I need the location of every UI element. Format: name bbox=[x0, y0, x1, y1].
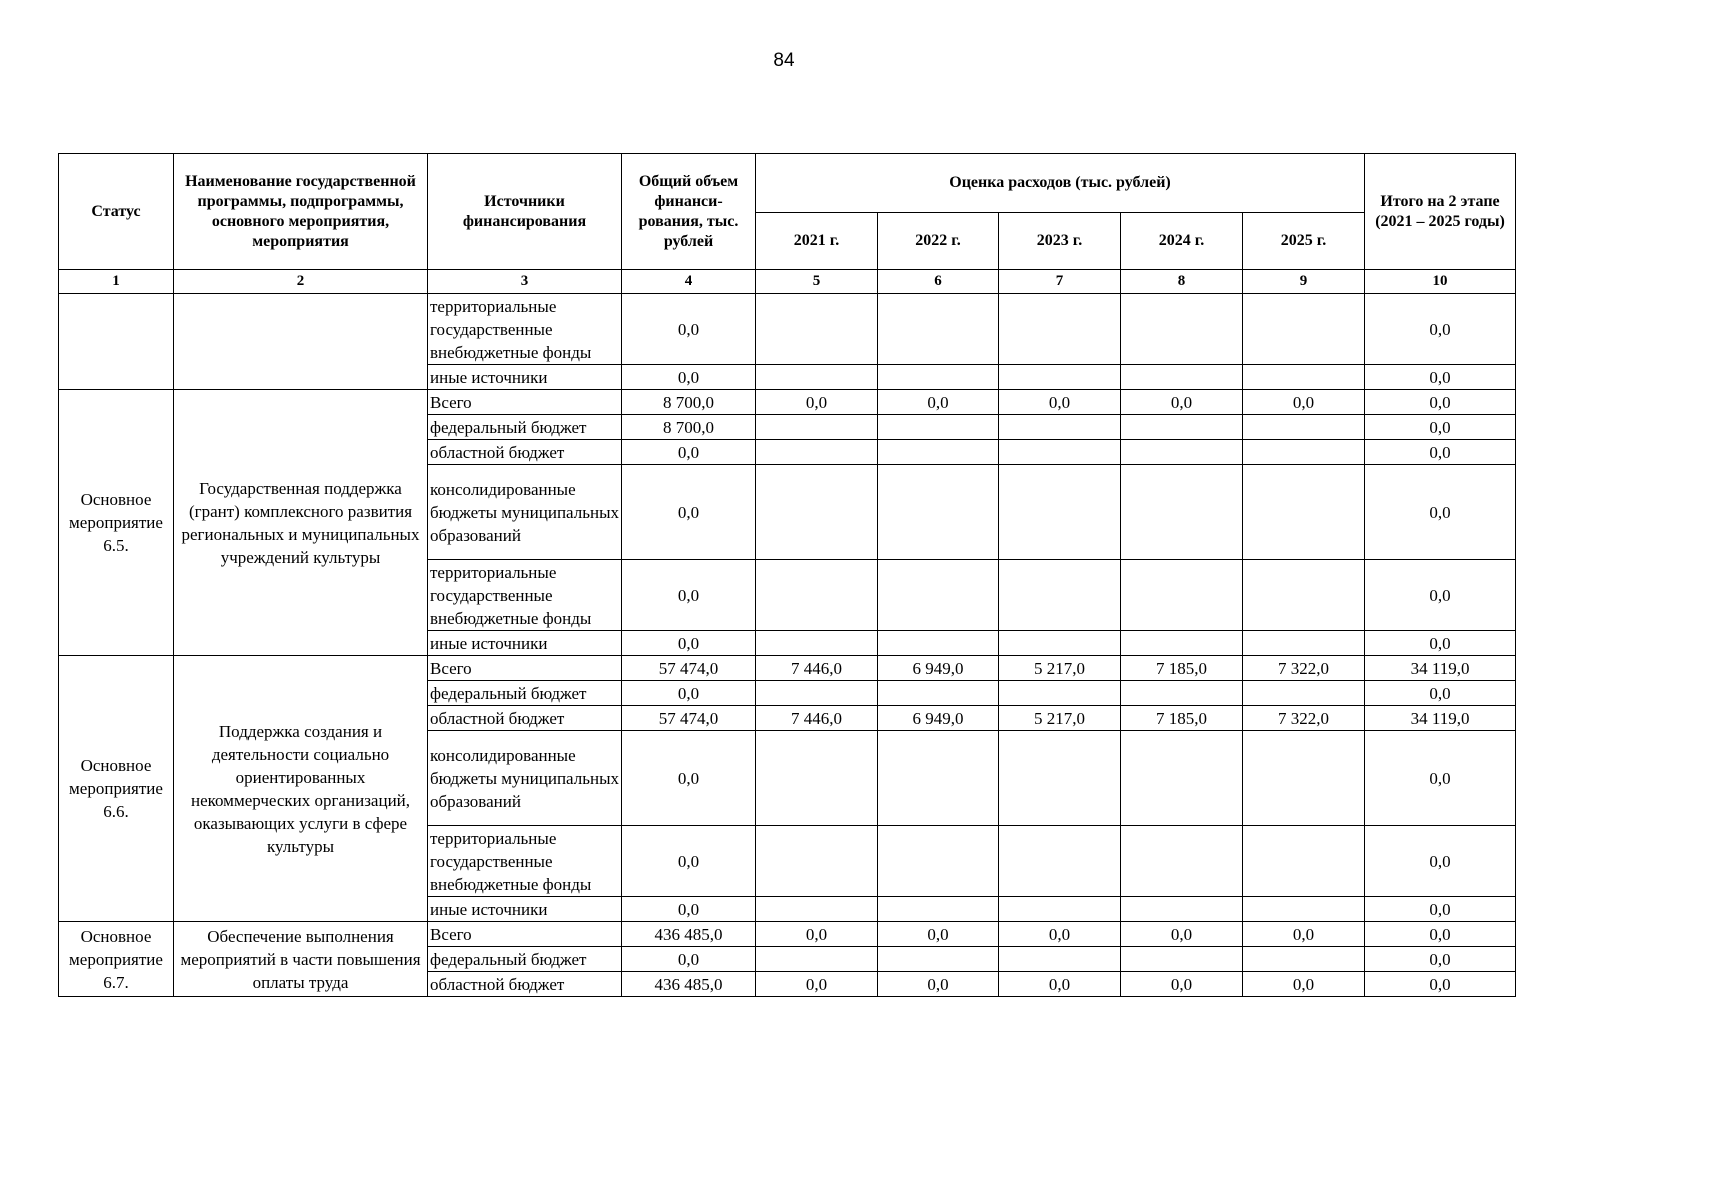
value-cell-y2025: 0,0 bbox=[1243, 972, 1365, 997]
column-number: 3 bbox=[428, 270, 622, 294]
value-cell-y2025 bbox=[1243, 947, 1365, 972]
source-cell: Всего bbox=[428, 390, 622, 415]
status-cell: Основное мероприятие 6.7. bbox=[59, 922, 174, 997]
value-cell-y2022: 0,0 bbox=[878, 390, 999, 415]
value-cell-y2021: 0,0 bbox=[756, 922, 878, 947]
value-cell-y2025: 0,0 bbox=[1243, 922, 1365, 947]
status-cell: Основное мероприятие 6.6. bbox=[59, 656, 174, 922]
value-cell-y2025 bbox=[1243, 415, 1365, 440]
source-cell: территориальные государственные внебюджетные фонды bbox=[428, 560, 622, 631]
table-row bbox=[59, 390, 1516, 415]
value-cell-y2024 bbox=[1121, 826, 1243, 897]
value-cell-total: 0,0 bbox=[622, 681, 756, 706]
value-cell-y2022 bbox=[878, 826, 999, 897]
value-cell-total: 8 700,0 bbox=[622, 415, 756, 440]
value-cell-total: 0,0 bbox=[622, 897, 756, 922]
value-cell-y2023 bbox=[999, 465, 1121, 560]
value-cell-y2025 bbox=[1243, 440, 1365, 465]
value-cell-y2024 bbox=[1121, 365, 1243, 390]
header-total: Общий объем финанси-рования, тыс. рублей bbox=[622, 154, 756, 270]
value-cell-stage: 0,0 bbox=[1365, 972, 1516, 997]
value-cell-y2021 bbox=[756, 897, 878, 922]
value-cell-y2025 bbox=[1243, 897, 1365, 922]
source-cell: областной бюджет bbox=[428, 440, 622, 465]
value-cell-y2022 bbox=[878, 947, 999, 972]
page-number: 84 bbox=[773, 50, 795, 71]
value-cell-y2021 bbox=[756, 826, 878, 897]
table-body bbox=[59, 294, 1516, 997]
value-cell-y2024 bbox=[1121, 681, 1243, 706]
header-estimate: Оценка расходов (тыс. рублей) bbox=[756, 154, 1365, 213]
value-cell-y2023 bbox=[999, 440, 1121, 465]
value-cell-y2023: 0,0 bbox=[999, 972, 1121, 997]
value-cell-stage: 34 119,0 bbox=[1365, 656, 1516, 681]
value-cell-y2024 bbox=[1121, 415, 1243, 440]
value-cell-y2023 bbox=[999, 415, 1121, 440]
column-number: 6 bbox=[878, 270, 999, 294]
column-number: 2 bbox=[174, 270, 428, 294]
header-name: Наименование государственной программы, подпрограммы, основного мероприятия, мероприятия bbox=[174, 154, 428, 270]
value-cell-y2024: 7 185,0 bbox=[1121, 706, 1243, 731]
header-status: Статус bbox=[59, 154, 174, 270]
value-cell-y2024 bbox=[1121, 947, 1243, 972]
value-cell-stage: 0,0 bbox=[1365, 947, 1516, 972]
value-cell-stage: 0,0 bbox=[1365, 465, 1516, 560]
status-cell bbox=[59, 294, 174, 390]
source-cell: консолидированные бюджеты муниципальных образований bbox=[428, 731, 622, 826]
value-cell-y2022 bbox=[878, 365, 999, 390]
value-cell-y2024 bbox=[1121, 631, 1243, 656]
value-cell-y2021 bbox=[756, 415, 878, 440]
value-cell-y2021 bbox=[756, 731, 878, 826]
value-cell-y2025 bbox=[1243, 365, 1365, 390]
value-cell-y2024 bbox=[1121, 440, 1243, 465]
value-cell-y2024: 7 185,0 bbox=[1121, 656, 1243, 681]
source-cell: федеральный бюджет bbox=[428, 947, 622, 972]
value-cell-y2023 bbox=[999, 826, 1121, 897]
table-row bbox=[59, 294, 1516, 365]
table-row bbox=[59, 656, 1516, 681]
source-cell: Всего bbox=[428, 922, 622, 947]
value-cell-stage: 0,0 bbox=[1365, 922, 1516, 947]
column-number: 4 bbox=[622, 270, 756, 294]
value-cell-total: 0,0 bbox=[622, 731, 756, 826]
value-cell-y2023 bbox=[999, 731, 1121, 826]
value-cell-y2024: 0,0 bbox=[1121, 922, 1243, 947]
value-cell-y2023 bbox=[999, 365, 1121, 390]
value-cell-y2022: 0,0 bbox=[878, 922, 999, 947]
value-cell-stage: 0,0 bbox=[1365, 897, 1516, 922]
value-cell-stage: 0,0 bbox=[1365, 365, 1516, 390]
value-cell-y2025 bbox=[1243, 826, 1365, 897]
value-cell-y2025: 7 322,0 bbox=[1243, 706, 1365, 731]
value-cell-y2024 bbox=[1121, 294, 1243, 365]
value-cell-y2025: 0,0 bbox=[1243, 390, 1365, 415]
value-cell-y2025 bbox=[1243, 681, 1365, 706]
value-cell-stage: 0,0 bbox=[1365, 631, 1516, 656]
value-cell-y2021 bbox=[756, 681, 878, 706]
value-cell-y2021: 7 446,0 bbox=[756, 656, 878, 681]
column-number: 5 bbox=[756, 270, 878, 294]
name-cell: Обеспечение выполнения мероприятий в части повышения оплаты труда bbox=[174, 922, 428, 997]
value-cell-y2025: 7 322,0 bbox=[1243, 656, 1365, 681]
value-cell-total: 0,0 bbox=[622, 631, 756, 656]
value-cell-y2022 bbox=[878, 465, 999, 560]
value-cell-y2023 bbox=[999, 947, 1121, 972]
value-cell-y2025 bbox=[1243, 465, 1365, 560]
header-year: 2024 г. bbox=[1121, 213, 1243, 270]
value-cell-y2021 bbox=[756, 465, 878, 560]
value-cell-y2023: 0,0 bbox=[999, 922, 1121, 947]
column-number: 1 bbox=[59, 270, 174, 294]
table-row bbox=[59, 922, 1516, 947]
value-cell-y2024 bbox=[1121, 897, 1243, 922]
header-source: Источники финансирования bbox=[428, 154, 622, 270]
source-cell: федеральный бюджет bbox=[428, 415, 622, 440]
name-cell: Поддержка создания и деятельности социально ориентированных некоммерческих организаций, оказывающих услуги в сфере культуры bbox=[174, 656, 428, 922]
source-cell: областной бюджет bbox=[428, 972, 622, 997]
value-cell-y2021 bbox=[756, 294, 878, 365]
budget-table bbox=[58, 153, 1516, 997]
value-cell-stage: 34 119,0 bbox=[1365, 706, 1516, 731]
value-cell-total: 0,0 bbox=[622, 294, 756, 365]
value-cell-total: 0,0 bbox=[622, 826, 756, 897]
value-cell-y2021: 0,0 bbox=[756, 972, 878, 997]
value-cell-stage: 0,0 bbox=[1365, 440, 1516, 465]
source-cell: иные источники bbox=[428, 631, 622, 656]
name-cell: Государственная поддержка (грант) комплексного развития региональных и муниципальных учреждений культуры bbox=[174, 390, 428, 656]
value-cell-total: 8 700,0 bbox=[622, 390, 756, 415]
header-stage-total: Итого на 2 этапе (2021 – 2025 годы) bbox=[1365, 154, 1516, 270]
column-number: 8 bbox=[1121, 270, 1243, 294]
column-number: 7 bbox=[999, 270, 1121, 294]
value-cell-y2021: 0,0 bbox=[756, 390, 878, 415]
value-cell-y2022 bbox=[878, 560, 999, 631]
value-cell-y2022 bbox=[878, 440, 999, 465]
value-cell-y2025 bbox=[1243, 294, 1365, 365]
value-cell-total: 0,0 bbox=[622, 560, 756, 631]
value-cell-y2021: 7 446,0 bbox=[756, 706, 878, 731]
value-cell-y2021 bbox=[756, 631, 878, 656]
value-cell-stage: 0,0 bbox=[1365, 294, 1516, 365]
value-cell-total: 0,0 bbox=[622, 947, 756, 972]
value-cell-y2024: 0,0 bbox=[1121, 390, 1243, 415]
value-cell-y2022 bbox=[878, 415, 999, 440]
value-cell-y2024 bbox=[1121, 560, 1243, 631]
value-cell-y2024 bbox=[1121, 465, 1243, 560]
value-cell-stage: 0,0 bbox=[1365, 415, 1516, 440]
value-cell-y2023 bbox=[999, 560, 1121, 631]
value-cell-y2023: 5 217,0 bbox=[999, 656, 1121, 681]
status-cell: Основное мероприятие 6.5. bbox=[59, 390, 174, 656]
value-cell-total: 0,0 bbox=[622, 365, 756, 390]
value-cell-y2022 bbox=[878, 681, 999, 706]
value-cell-y2023: 5 217,0 bbox=[999, 706, 1121, 731]
column-number: 10 bbox=[1365, 270, 1516, 294]
source-cell: территориальные государственные внебюджетные фонды bbox=[428, 826, 622, 897]
value-cell-y2022 bbox=[878, 631, 999, 656]
header-year: 2021 г. bbox=[756, 213, 878, 270]
value-cell-y2023 bbox=[999, 294, 1121, 365]
source-cell: федеральный бюджет bbox=[428, 681, 622, 706]
value-cell-y2022 bbox=[878, 897, 999, 922]
header-year: 2022 г. bbox=[878, 213, 999, 270]
source-cell: областной бюджет bbox=[428, 706, 622, 731]
value-cell-y2022 bbox=[878, 731, 999, 826]
value-cell-y2023: 0,0 bbox=[999, 390, 1121, 415]
value-cell-y2021 bbox=[756, 947, 878, 972]
source-cell: территориальные государственные внебюджетные фонды bbox=[428, 294, 622, 365]
value-cell-y2023 bbox=[999, 631, 1121, 656]
value-cell-y2022: 6 949,0 bbox=[878, 656, 999, 681]
column-number: 9 bbox=[1243, 270, 1365, 294]
source-cell: Всего bbox=[428, 656, 622, 681]
value-cell-y2024: 0,0 bbox=[1121, 972, 1243, 997]
header-year: 2025 г. bbox=[1243, 213, 1365, 270]
value-cell-stage: 0,0 bbox=[1365, 826, 1516, 897]
value-cell-total: 0,0 bbox=[622, 465, 756, 560]
value-cell-y2021 bbox=[756, 365, 878, 390]
value-cell-y2022: 6 949,0 bbox=[878, 706, 999, 731]
value-cell-y2024 bbox=[1121, 731, 1243, 826]
name-cell bbox=[174, 294, 428, 390]
header-year: 2023 г. bbox=[999, 213, 1121, 270]
value-cell-y2022: 0,0 bbox=[878, 972, 999, 997]
value-cell-y2022 bbox=[878, 294, 999, 365]
value-cell-total: 0,0 bbox=[622, 440, 756, 465]
value-cell-total: 436 485,0 bbox=[622, 972, 756, 997]
value-cell-total: 436 485,0 bbox=[622, 922, 756, 947]
source-cell: иные источники bbox=[428, 365, 622, 390]
source-cell: консолидированные бюджеты муниципальных образований bbox=[428, 465, 622, 560]
value-cell-y2025 bbox=[1243, 631, 1365, 656]
value-cell-stage: 0,0 bbox=[1365, 731, 1516, 826]
value-cell-total: 57 474,0 bbox=[622, 706, 756, 731]
value-cell-stage: 0,0 bbox=[1365, 390, 1516, 415]
value-cell-stage: 0,0 bbox=[1365, 681, 1516, 706]
value-cell-y2025 bbox=[1243, 560, 1365, 631]
column-number-row bbox=[59, 270, 1516, 294]
value-cell-y2023 bbox=[999, 681, 1121, 706]
value-cell-total: 57 474,0 bbox=[622, 656, 756, 681]
value-cell-y2021 bbox=[756, 440, 878, 465]
value-cell-y2025 bbox=[1243, 731, 1365, 826]
value-cell-y2023 bbox=[999, 897, 1121, 922]
source-cell: иные источники bbox=[428, 897, 622, 922]
value-cell-stage: 0,0 bbox=[1365, 560, 1516, 631]
value-cell-y2021 bbox=[756, 560, 878, 631]
